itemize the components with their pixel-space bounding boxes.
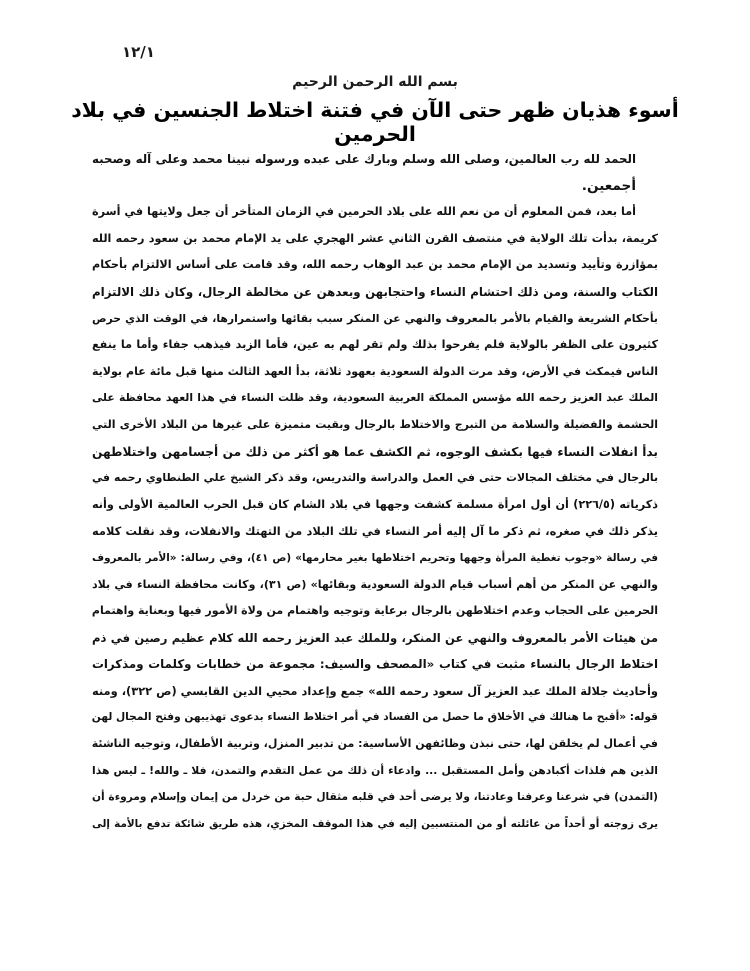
paragraph-2-line-17: من هيئات الأمر بالمعروف والنهي عن المنكر، وللملك عبد العزيز رحمه الله كلام عظيم رصين في ذم bbox=[92, 630, 658, 645]
paragraph-1-line-2: أجمعين. bbox=[581, 177, 636, 194]
paragraph-2-line-14: في رسالة «وجوب تغطية المرأة وجهها وتحريم اختلاطها بغير محارمها» (ص ٤١)، وفي رسالة: «الأمر بالمعروف bbox=[92, 551, 658, 564]
paragraph-2-line-24: يرى زوجته أو أحداً من عائلته أو من المنتسبين إليه في هذا الموقف المخزي، هذه طريق شائكة تدفع بالأمة إلى bbox=[92, 817, 658, 830]
paragraph-2-line-1: أما بعد، فمن المعلوم أن من نعم الله على بلاد الحرمين في الزمان المتأخر أن جعل ولايتها في أسرة bbox=[92, 205, 636, 219]
document-title: أسوء هذيان ظهر حتى الآن في فتنة اختلاط الجنسين في بلاد الحرمين bbox=[71, 98, 679, 146]
paragraph-2-line-21: في أعمال لم يخلقن لها، حتى نبذن وظائفهن الأساسية: من تدبير المنزل، وتربية الأطفال، وتوجيه الناشئة bbox=[91, 737, 658, 751]
paragraph-2-line-12: ذكرياته (٢٢٦/٥) أن أول امرأة مسلمة كشفت وجهها في بلاد الشام كان قبل الحرب العالمية الأولى وأنه bbox=[92, 497, 658, 511]
document-body bbox=[92, 146, 658, 837]
paragraph-2-line-9: الحشمة والفضيلة والسلامة من التبرج والاختلاط بالرجال وبقيت متميزة على غيرها من البلاد الأخرى التي bbox=[92, 417, 658, 431]
page-number: ١٢/١ bbox=[122, 43, 155, 61]
paragraph-2-line-18: اختلاط الرجال بالنساء مثبت في كتاب «المصحف والسيف: مجموعة من خطابات وكلمات ومذكرات bbox=[92, 657, 658, 672]
paragraph-2-line-23: (التمدن) في شرعنا وعرفنا وعادتنا، ولا يرضى أحد في قلبه مثقال حبة من خردل من إيمان وإسلام ومروءة أن bbox=[92, 791, 658, 804]
paragraph-2-line-3: بمؤازرة وتأييد وتسديد من الإمام محمد بن عبد الوهاب رحمه الله، وقد قامت على أساس الالتزام بأحكام bbox=[92, 258, 658, 272]
paragraph-2-line-22: الذين هم فلذات أكبادهن وأمل المستقبل ... وادعاء أن ذلك من عمل التقدم والتمدن، فلا ـ والله! ـ ليس هذا bbox=[92, 763, 658, 777]
paragraph-2-line-11: بالرجال في مختلف المجالات حتى في العمل والدراسة والتدريس، وقد ذكر الشيخ علي الطنطاوي رحمه في bbox=[92, 471, 658, 485]
paragraph-2-line-16: الحرمين على الحجاب وعدم اختلاطهن بالرجال برعاية وتوجيه واهتمام من ولاة الأمور فيها وبعناية واهتمام bbox=[91, 604, 658, 618]
paragraph-2-line-13: يذكر ذلك في صغره، ثم ذكر ما آل إليه أمر النساء في تلك البلاد من التهتك والانفلات، وقد نقلت كلامه bbox=[92, 524, 658, 539]
basmala-heading: بسم الله الرحمن الرحيم bbox=[292, 74, 458, 90]
paragraph-2-line-8: الملك عبد العزيز رحمه الله مؤسس المملكة العربية السعودية، وقد ظلت النساء في هذا العهد محافظة على bbox=[92, 391, 658, 405]
paragraph-2-line-15: والنهي عن المنكر من أهم أسباب قيام الدولة السعودية وبقائها» (ص ٣١)، وكانت محافظة النساء في بلاد bbox=[92, 577, 658, 591]
paragraph-2-line-6: كثيرون على الظفر بالولاية فلم يفرحوا بذلك ولم تقر لهم به عين، فأما الزبد فيذهب جفاء وأما ما ينفع bbox=[92, 338, 658, 352]
paragraph-2-line-10: بدأ انفلات النساء فيها بكشف الوجوه، ثم الكشف عما هو أكثر من ذلك من أجسامهن واختلاطهن bbox=[92, 444, 658, 459]
paragraph-1-line-1: الحمد لله رب العالمين، وصلى الله وسلم وبارك على عبده ورسوله نبينا محمد وعلى آله وصحبه bbox=[92, 152, 636, 166]
paragraph-2-line-2: كريمة، بدأت تلك الولاية في منتصف القرن الثاني عشر الهجري على يد الإمام محمد بن سعود رحمه الله bbox=[92, 231, 658, 245]
paragraph-2-line-4: الكتاب والسنة، ومن ذلك احتشام النساء واحتجابهن وبعدهن عن مخالطة الرجال، وكان ذلك الالتزام bbox=[92, 284, 658, 299]
paragraph-2-line-19: وأحاديث جلالة الملك عبد العزيز آل سعود رحمه الله» جمع وإعداد محيي الدين القابسي (ص ٣٢٢)، ومنه bbox=[92, 683, 658, 698]
paragraph-2-line-5: بأحكام الشريعة والقيام بالأمر بالمعروف والنهي عن المنكر سبب بقائها واستمرارها، في الوقت الذي حرص bbox=[92, 311, 658, 325]
paragraph-2-line-7: الناس فيمكث في الأرض، وقد مرت الدولة السعودية بعهود ثلاثة، بدأ العهد الثالث منها قبل مائة عام بولاية bbox=[92, 364, 658, 378]
paragraph-2-line-20: قوله: «أقبح ما هنالك في الأخلاق ما حصل من الفساد في أمر اختلاط النساء بدعوى تهذيبهن وفتح المجال لهن bbox=[91, 711, 658, 724]
